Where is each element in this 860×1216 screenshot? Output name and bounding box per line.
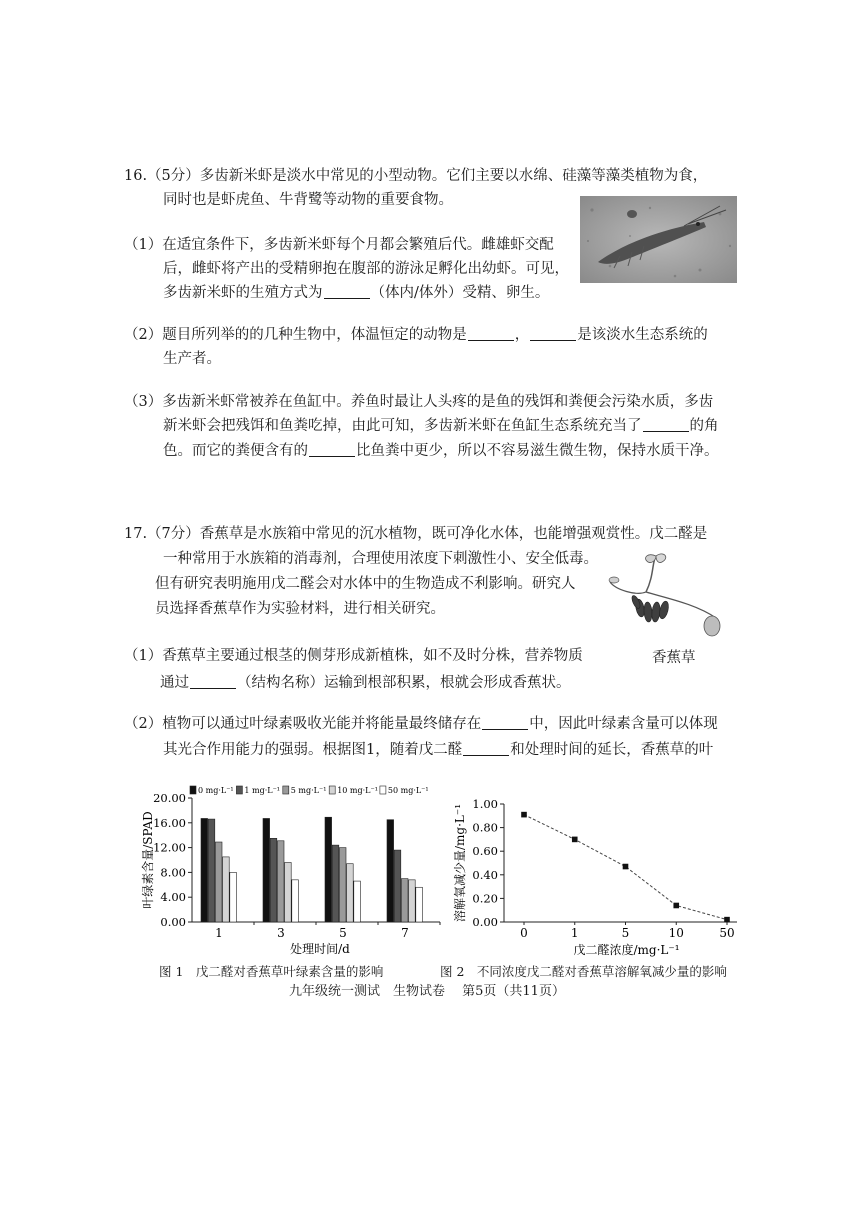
x-tick-label: 5	[621, 926, 630, 940]
data-point	[673, 903, 679, 909]
y-tick-label: 20.00	[153, 791, 186, 805]
legend-swatch	[380, 786, 386, 794]
legend-entry: 5 mg·L⁻¹	[290, 786, 327, 795]
x-tick-label: 1	[570, 926, 579, 940]
bar	[409, 880, 416, 922]
x-tick-label: 50	[719, 926, 735, 940]
bar	[325, 817, 332, 922]
y-tick-label: 12.00	[153, 840, 186, 855]
banana-plant-illustration	[606, 552, 728, 648]
x-axis-label: 戊二醛浓度/mg·L⁻¹	[573, 943, 680, 957]
q17-stem-line-2: 一种常用于水族箱的消毒剂，合理使用浓度下刺激性小、安全低毒。	[163, 551, 598, 567]
q17-part1-line-2: 通过 （结构名称）运输到根部积累，根就会形成香蕉状。	[160, 675, 571, 691]
bar	[347, 864, 354, 922]
figure-2-caption: 图 2 不同浓度戊二醛对香蕉草溶解氧减少量的影响	[440, 964, 727, 979]
q17-stem-line-3: 但有研究表明施用戊二醛会对水体中的生物造成不利影响。研究人	[155, 576, 576, 592]
q16-part1-line-3: 多齿新米虾的生殖方式为 （体内/体外）受精、卵生。	[163, 285, 550, 301]
answer-blank[interactable]	[468, 326, 514, 341]
q17-stem-line-4: 员选择香蕉草作为实验材料，进行相关研究。	[155, 601, 445, 617]
q16-part3-line-3: 色。而它的粪便含有的 比鱼粪中更少，所以不容易滋生微生物，保持水质干净。	[163, 443, 719, 459]
data-point	[623, 864, 629, 870]
y-tick-label: 16.00	[153, 815, 186, 830]
x-tick-label: 5	[339, 926, 347, 940]
x-tick-label: 0	[520, 926, 528, 940]
q17-stem-line-1: 17.（7分）香蕉草是水族箱中常见的沉水植物，既可净化水体，也能增强观赏性。戊二醛是	[124, 526, 708, 542]
legend-entry: 0 mg·L⁻¹	[198, 786, 234, 795]
bar	[270, 838, 277, 922]
q16-part1-line-1: （1）在适宜条件下，多齿新米虾每个月都会繁殖后代。雌雄虾交配	[124, 237, 554, 253]
x-tick-label: 3	[277, 926, 285, 940]
page-footer: 九年级统一测试 生物试卷 第5页（共11页）	[289, 984, 565, 999]
q17-part2-line-2: 其光合作用能力的强弱。根据图1，随着戊二醛 和处理时间的延长，香蕉草的叶	[163, 742, 714, 758]
legend-entry: 10 mg·L⁻¹	[337, 786, 378, 795]
data-point	[521, 812, 527, 818]
answer-blank[interactable]	[463, 741, 509, 756]
x-tick-label: 1	[215, 926, 223, 940]
q16-part1-line-2: 后，雌虾将产出的受精卵抱在腹部的游泳足孵化出幼虾。可见，	[163, 261, 569, 277]
data-point	[724, 917, 730, 923]
bar	[263, 818, 270, 922]
y-tick-label: 8.00	[160, 865, 186, 880]
bar	[416, 887, 423, 922]
y-tick-label: 0.00	[472, 915, 498, 929]
bar	[387, 820, 394, 922]
q16-part2-line-1: （2）题目所列举的的几种生物中，体温恒定的动物是 ， 是该淡水生态系统的	[124, 327, 708, 343]
y-tick-label: 0.80	[472, 820, 498, 835]
bar	[230, 872, 237, 922]
x-axis-label: 处理时间/d	[290, 942, 350, 956]
q17-part1-line-1: （1）香蕉草主要通过根茎的侧芽形成新植株，如不及时分株，营养物质	[124, 648, 583, 664]
bar	[277, 841, 284, 922]
q16-stem-line-1: 16.（5分）多齿新米虾是淡水中常见的小型动物。它们主要以水绵、硅藻等藻类植物为食，	[124, 168, 708, 184]
chart-legend	[190, 786, 429, 795]
q16-stem-line-2: 同时也是虾虎鱼、牛背鹭等动物的重要食物。	[163, 192, 453, 208]
bar	[215, 842, 222, 922]
shrimp-photo	[580, 196, 737, 283]
legend-swatch	[236, 786, 242, 794]
q16-part3-line-1: （3）多齿新米虾常被养在鱼缸中。养鱼时最让人头疼的是鱼的残饵和粪便会污染水质，多齿	[124, 394, 714, 410]
y-tick-label: 4.00	[160, 890, 186, 905]
y-axis-label: 叶绿素含量/SPAD	[141, 811, 155, 909]
y-tick-label: 0.20	[472, 891, 498, 906]
y-tick-label: 0.40	[472, 867, 498, 882]
bar	[339, 848, 346, 922]
figure-1-caption: 图 1 戊二醛对香蕉草叶绿素含量的影响	[159, 964, 384, 979]
bar	[201, 818, 208, 922]
bar	[208, 819, 215, 922]
q16-part2-line-2: 生产者。	[163, 351, 221, 367]
bar	[401, 879, 408, 922]
answer-blank[interactable]	[482, 715, 528, 730]
y-tick-label: 0.60	[472, 844, 498, 859]
bar	[223, 857, 230, 922]
y-axis-label: 溶解氧减少量/mg·L⁻¹	[453, 803, 467, 923]
plant-caption: 香蕉草	[652, 650, 696, 666]
answer-blank[interactable]	[190, 674, 236, 689]
answer-blank[interactable]	[309, 442, 355, 457]
answer-blank[interactable]	[530, 326, 576, 341]
bar	[394, 850, 401, 922]
legend-swatch	[283, 786, 289, 794]
y-tick-label: 0.00	[160, 915, 186, 929]
bar	[332, 845, 339, 922]
x-tick-label: 7	[401, 926, 409, 940]
legend-swatch	[329, 786, 335, 794]
chlorophyll-bar-chart	[140, 782, 450, 962]
answer-blank[interactable]	[324, 284, 370, 299]
bar	[354, 881, 361, 922]
y-tick-label: 1.00	[472, 797, 498, 811]
bar	[292, 880, 299, 922]
legend-entry: 50 mg·L⁻¹	[387, 786, 429, 795]
data-point	[572, 837, 578, 843]
x-tick-label: 10	[668, 926, 684, 940]
dissolved-oxygen-line-chart	[452, 792, 742, 962]
legend-entry: 1 mg·L⁻¹	[244, 786, 281, 795]
bar	[285, 862, 292, 922]
answer-blank[interactable]	[643, 417, 689, 432]
q17-part2-line-1: （2）植物可以通过叶绿素吸收光能并将能量最终储存在 中，因此叶绿素含量可以体现	[124, 716, 718, 732]
legend-swatch	[190, 786, 196, 794]
q16-part3-line-2: 新米虾会把残饵和鱼粪吃掉，由此可知，多齿新米虾在鱼缸生态系统充当了 的角	[163, 418, 719, 434]
